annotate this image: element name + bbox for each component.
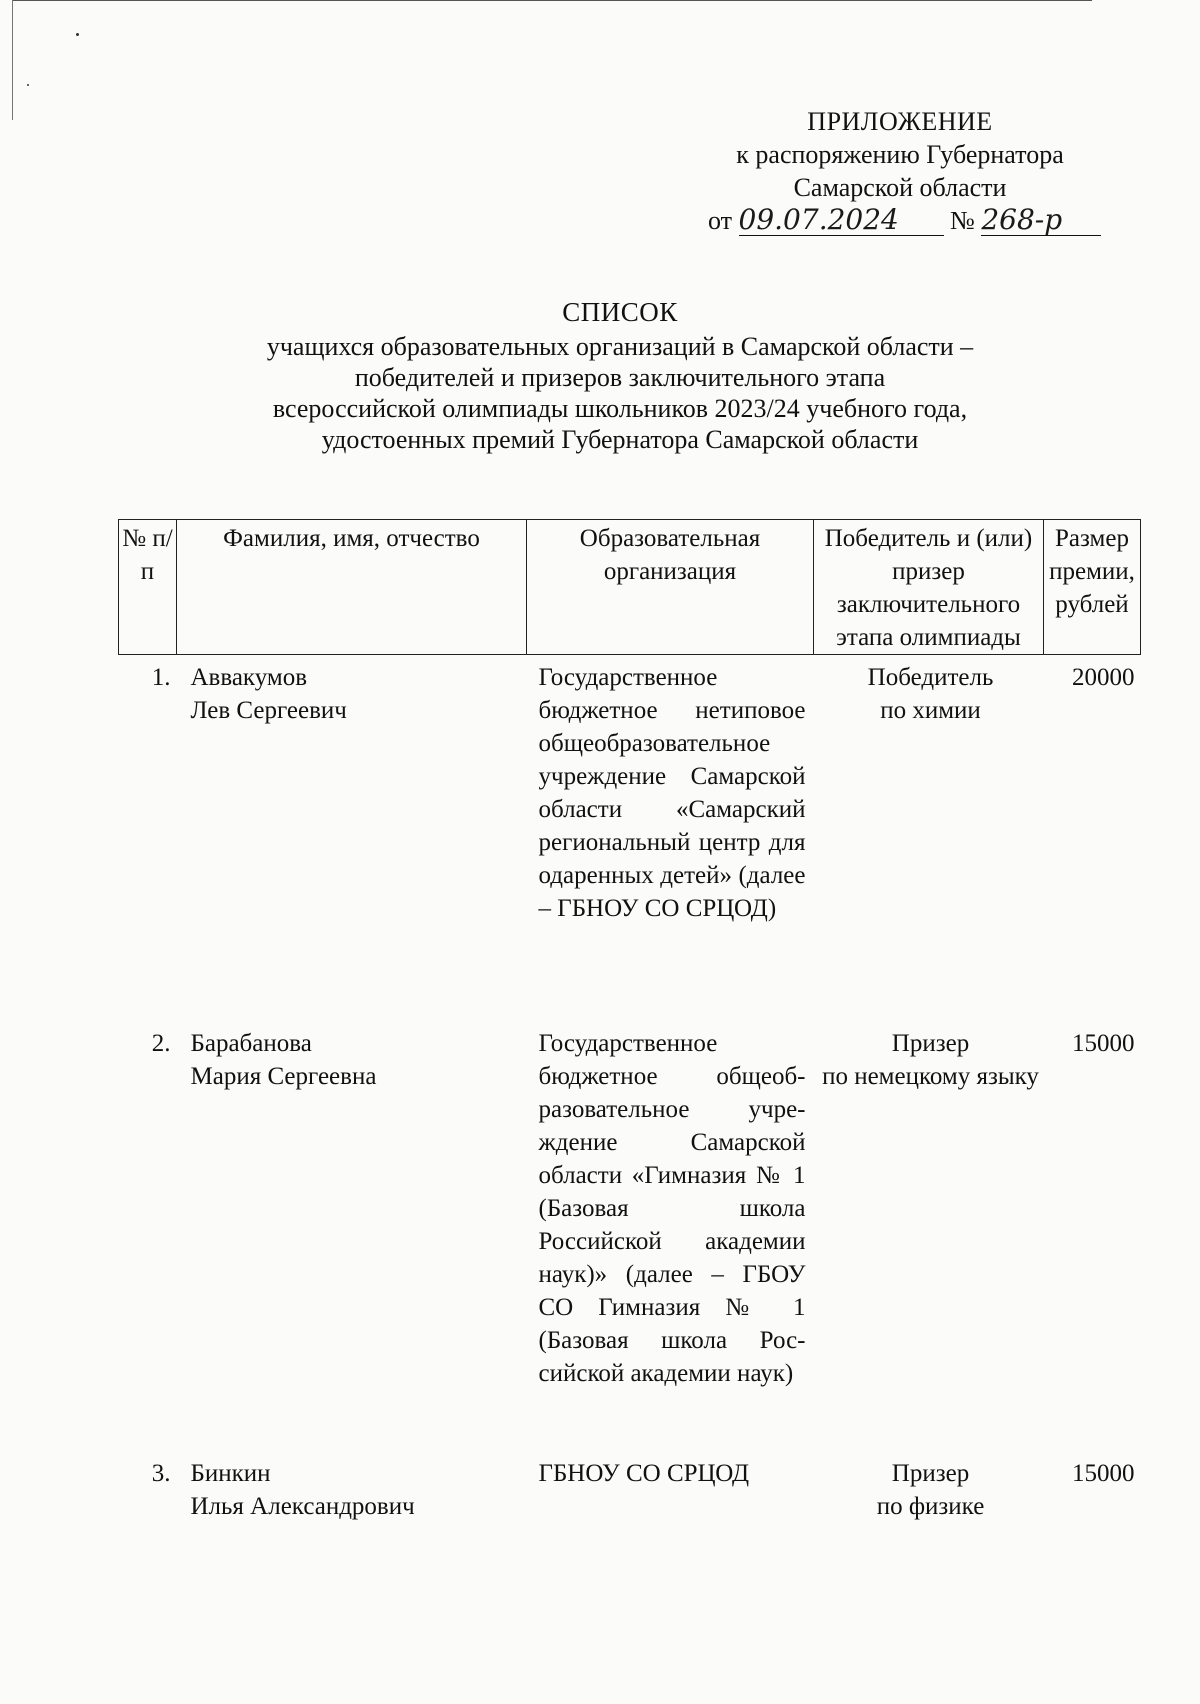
status xyxy=(814,1451,1044,1523)
prize-amount: 15000 xyxy=(1072,1460,1135,1487)
student-surname: Барабанова xyxy=(190,1030,312,1057)
scan-edge-top xyxy=(12,0,1092,1)
title-line-2: победителей и призеров заключительного этапа xyxy=(354,363,886,392)
approval-block xyxy=(690,105,1110,237)
date-prefix: от xyxy=(708,206,733,235)
document-title xyxy=(150,297,1090,455)
scan-speck xyxy=(27,84,29,86)
table-row xyxy=(119,1021,1141,1451)
approval-date-line xyxy=(690,204,1110,237)
scan-edge-left xyxy=(12,0,13,120)
header-status: Победитель и (или) призер заключительного этапа олимпиады xyxy=(814,520,1044,655)
number-prefix: № xyxy=(950,206,975,235)
student-name xyxy=(177,655,527,1022)
approval-heading: ПРИЛОЖЕНИЕ xyxy=(807,107,993,136)
organization-text: Государственное бюджетное общеобразовательное учреждение Самарской области «Гимназия № 1 (Базовая школа Российской академии наук)» (далее – ГБОУ СО Гимназия № 1 (Базовая школа Российской академии наук) xyxy=(538,1030,806,1387)
student-given-names: Лев Сергеевич xyxy=(190,697,347,724)
status-subject: по химии xyxy=(880,697,981,724)
header-name: Фамилия, имя, отчество xyxy=(177,520,527,655)
organization-text: Государственное бюджетное нетиповое общеобразовательное учреждение Самарской области «Самарский региональный центр для одаренных детей» (далее – ГБНОУ СО СРЦОД) xyxy=(538,664,806,922)
organization-text: ГБНОУ СО СРЦОД xyxy=(538,1460,750,1487)
student-given-names: Мария Сергеевна xyxy=(190,1063,377,1090)
header-organization: Образовательная организация xyxy=(527,520,814,655)
row-number: 1. xyxy=(151,664,171,691)
handwritten-number: 268-р xyxy=(981,205,1101,236)
table-row xyxy=(119,1451,1141,1523)
student-name xyxy=(177,1451,527,1523)
status xyxy=(814,1021,1044,1451)
title-line-4: удостоенных премий Губернатора Самарской области xyxy=(321,425,919,454)
approval-line-2: Самарской области xyxy=(793,173,1007,202)
title-line-1: учащихся образовательных организаций в Самарской области – xyxy=(266,332,974,361)
handwritten-date: 09.07.2024 xyxy=(739,205,944,236)
status-type: Призер xyxy=(891,1460,970,1487)
student-given-names: Илья Александрович xyxy=(190,1493,415,1520)
title-main: СПИСОК xyxy=(562,297,678,327)
student-name xyxy=(177,1021,527,1451)
status-type: Призер xyxy=(891,1030,970,1057)
status xyxy=(814,655,1044,1022)
prize-amount: 15000 xyxy=(1072,1030,1135,1057)
status-subject: по немецкому языку xyxy=(822,1063,1039,1090)
row-number: 2. xyxy=(151,1030,171,1057)
header-prize: Размер премии, рублей xyxy=(1044,520,1141,655)
table-row xyxy=(119,655,1141,1022)
header-number: № п/п xyxy=(119,520,177,655)
row-number: 3. xyxy=(151,1460,171,1487)
student-surname: Бинкин xyxy=(190,1460,271,1487)
status-type: Победитель xyxy=(867,664,994,691)
student-surname: Аввакумов xyxy=(190,664,308,691)
laureates-table xyxy=(118,519,1141,1523)
organization xyxy=(527,1021,814,1451)
prize-amount: 20000 xyxy=(1072,664,1135,691)
table-header-row xyxy=(119,520,1141,655)
organization xyxy=(527,655,814,1022)
status-subject: по физике xyxy=(876,1493,985,1520)
title-line-3: всероссийской олимпиады школьников 2023/24 учебного года, xyxy=(272,394,968,423)
organization xyxy=(527,1451,814,1523)
scan-speck xyxy=(76,33,79,36)
approval-line-1: к распоряжению Губернатора xyxy=(736,140,1064,169)
